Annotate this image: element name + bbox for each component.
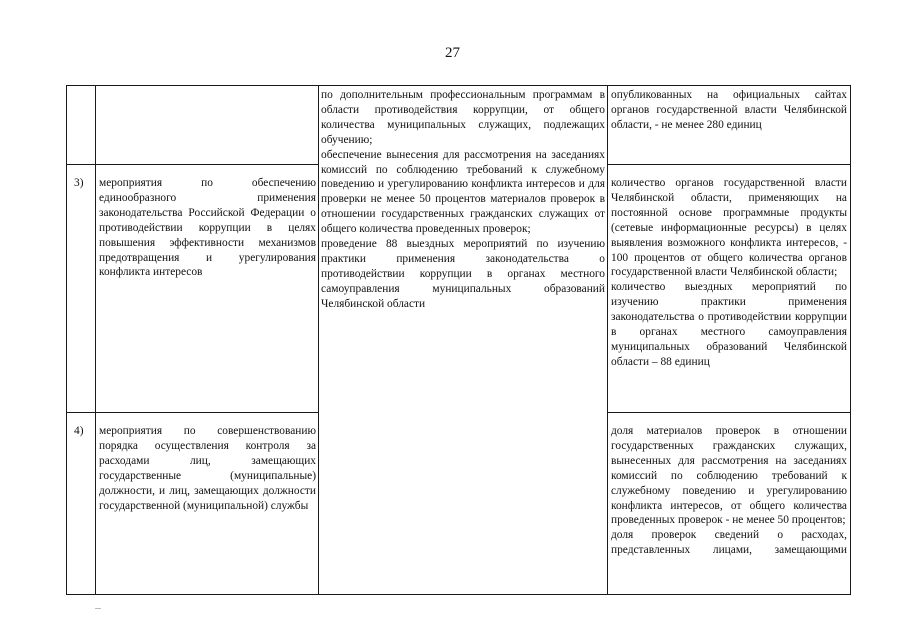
indicator-paragraph: количество выездных мероприятий по изучению практики применения законодательства о противодействии коррупции в органах местного самоуправления муниципальных образований Челябинской области – 88 единиц	[611, 281, 847, 368]
task-paragraph: проведение 88 выездных мероприятий по изучению практики применения законодательства о противодействии коррупции в органах местного самоуправления муниципальных образований Челябинской области	[321, 238, 605, 310]
task-paragraph: обеспечение вынесения для рассмотрения на заседаниях комиссий по соблюдению требований к служебному поведению и урегулированию конфликта интересов и для проверки не менее 50 процентов материалов проверок в отношении государственных гражданских служащих от общего количества проведенных проверок;	[321, 148, 605, 236]
page-number: 27	[445, 45, 460, 61]
row-1-task	[321, 88, 605, 312]
column-divider-task	[607, 85, 608, 595]
scan-artifact	[95, 608, 101, 609]
table-border-right	[850, 85, 851, 595]
column-divider-num	[95, 85, 96, 595]
table-border-top	[66, 85, 851, 86]
row-4-measure	[99, 424, 316, 513]
row-4-indicator	[611, 424, 847, 592]
indicator-paragraph: опубликованных на официальных сайтах органов государственной власти Челябинской области, - не менее 280 единиц	[611, 89, 847, 131]
measure-paragraph: мероприятия по совершенствованию порядка осуществления контроля за расходами лиц, замещающих государственные (муниципальные) должности, и лиц, замещающих должности государственной (муниципальной) службы	[99, 425, 316, 512]
indicator-paragraph: доля материалов проверок в отношении государственных гражданских служащих, вынесенных для рассмотрения на заседаниях комиссий по соблюдению требований к служебному поведению и урегулированию конфликта интересов, от общего количества проведенных проверок - не менее 50 процентов;	[611, 425, 847, 527]
row-divider-2	[66, 412, 319, 413]
table-border-bottom	[66, 594, 851, 595]
row-3-indicator	[611, 176, 847, 370]
column-divider-measure	[318, 85, 319, 595]
indicator-paragraph: доля проверок сведений о расходах, представленных лицами, замещающими	[611, 529, 847, 557]
row-number: 4)	[74, 425, 84, 437]
task-paragraph: по дополнительным профессиональным программам в области противодействия коррупции, от общего количества муниципальных служащих, подлежащих обучению;	[321, 89, 605, 146]
row-3-measure	[99, 176, 316, 280]
row-1-indicator	[611, 88, 847, 133]
measure-paragraph: мероприятия по обеспечению единообразного применения законодательства Российской Федерации о противодействии коррупции в целях повышения эффективности механизмов предотвращения и урегулирования конфликта интересов	[99, 177, 316, 279]
row-divider-1	[66, 164, 319, 165]
row-divider-1-right	[607, 164, 851, 165]
indicator-paragraph: количество органов государственной власти Челябинской области, применяющих на постоянной основе программные продукты (сетевые информационные ресурсы) в целях выявления возможного конфликта интересов, - 100 процентов от общего количества органов государственной власти Челябинской области;	[611, 177, 847, 279]
table-border-left	[66, 85, 67, 595]
row-divider-2-right	[607, 412, 851, 413]
row-number: 3)	[74, 177, 84, 189]
